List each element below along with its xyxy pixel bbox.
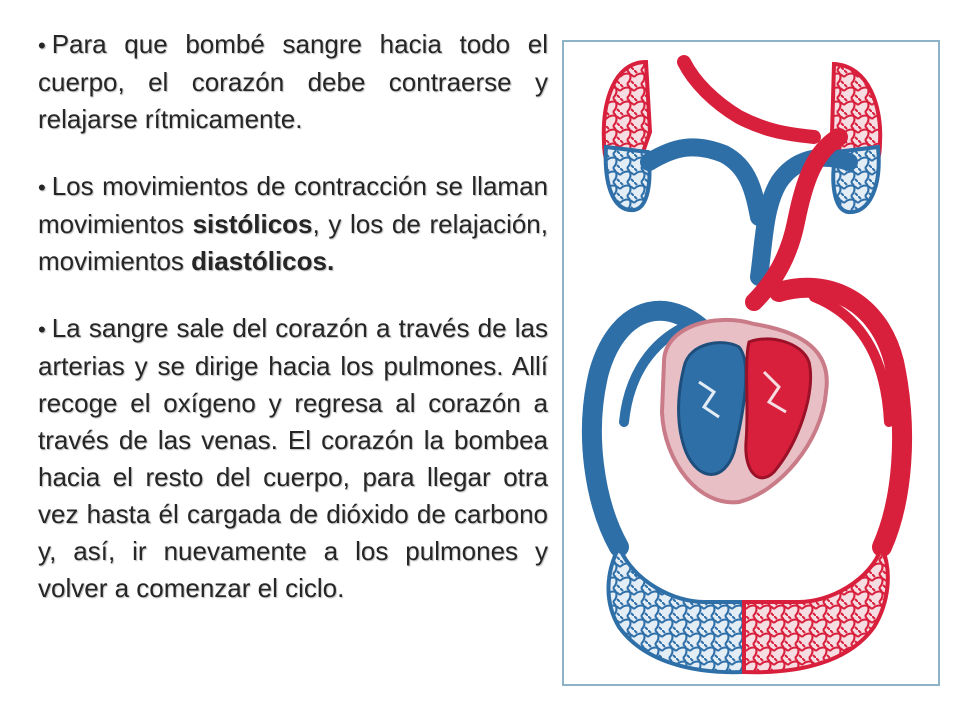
- body-capillaries: [608, 547, 887, 672]
- paragraph-text: , y los de relajación, movimientos: [38, 209, 548, 276]
- text-column: [38, 26, 548, 607]
- term-systolic: sistólicos: [192, 209, 313, 239]
- bullet: •: [38, 33, 46, 58]
- paragraph-text: Para que bombé sangre hacia todo el cuerpo, el corazón debe contraerse y relajarse rítmicamente.: [38, 29, 548, 134]
- circulation-diagram-frame: [562, 40, 940, 686]
- circulation-diagram: [564, 42, 938, 684]
- bullet: •: [38, 175, 46, 200]
- paragraph-blood-path: [38, 310, 548, 607]
- paragraph-text: Los movimientos de contracción se llaman movimientos: [38, 171, 548, 239]
- paragraph-text: La sangre sale del corazón a través de las arterias y se dirige hacia los pulmones. Allí recoge el oxígeno y regresa al corazón a través de las venas. El corazón la bombea hacia el resto del cuerpo, para llegar otra vez hasta él cargada de dióxido de carbono y, así, ir nuevamente a los pulmones y volver a comenzar el ciclo.: [38, 313, 548, 603]
- paragraph-heart-pumping: [38, 26, 548, 138]
- paragraph-end: .: [326, 246, 335, 276]
- paragraph-movements: [38, 168, 548, 280]
- heart: [662, 320, 827, 502]
- left-lung: [604, 62, 650, 210]
- pulmonary-vessels: [649, 62, 849, 302]
- bullet: •: [38, 317, 46, 342]
- term-diastolic: diastólicos: [191, 246, 327, 276]
